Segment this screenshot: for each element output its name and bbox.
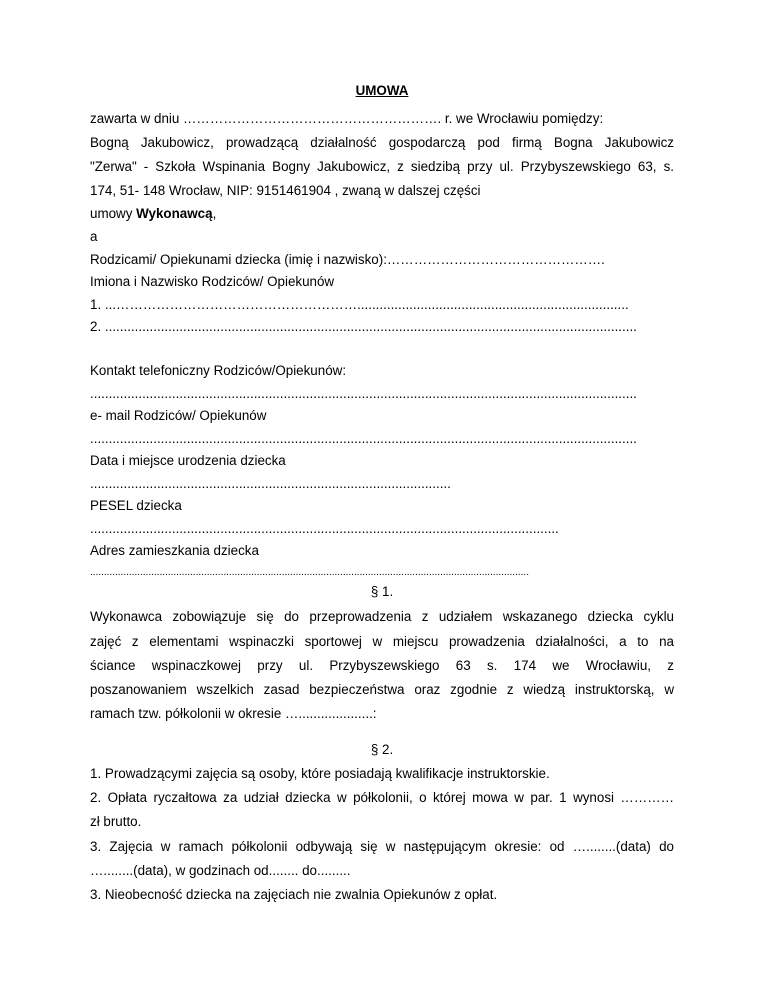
party1-line-a: Bogną Jakubowicz, prowadzącą działalność gospodarczą pod firmą Bogna Jakubowicz: [90, 135, 674, 150]
birth-field: .................................................................................................: [90, 476, 451, 491]
section-2-item-1: 1. Prowadzącymi zajęcia są osoby, które posiadają kwalifikacje instruktorskie.: [90, 766, 550, 781]
contractor-term: Wykonawcą: [136, 206, 213, 221]
section-1-line-3: ściance wspinaczkowej przy ul. Przybyszewskiego 63 s. 174 we Wrocławiu, z: [90, 658, 674, 673]
section-2-heading: § 2.: [370, 742, 394, 757]
party1-line-c: 174, 51- 148 Wrocław, NIP: 9151461904 , zwaną w dalszej części: [90, 183, 481, 198]
section-1-line-2: zajęć z elementami wspinaczki sportowej w miejscu prowadzenia działalności, a to na: [90, 634, 674, 649]
guardian-2-field: 2. ...............................................................................................................................................: [90, 319, 637, 334]
pesel-label: PESEL dziecka: [90, 498, 182, 513]
guardian-names-label: Imiona i Nazwisko Rodziców/ Opiekunów: [90, 274, 335, 289]
contract-date-line: zawarta w dniu …………………………………………………. r. we Wrocławiu pomiędzy:: [90, 111, 604, 126]
section-2-item-4: 3. Nieobecność dziecka na zajęciach nie zwalnia Opiekunów z opłat.: [90, 887, 498, 902]
pesel-field: ..............................................................................................................................: [90, 521, 559, 536]
section-2-item-2-b: zł brutto.: [90, 814, 142, 829]
guardian-1-field: 1. ...……………………………………………….........................................................................: [90, 297, 629, 312]
section-1-line-1: Wykonawca zobowiązuje się do przeprowadzenia z udziałem wskazanego dziecka cyklu: [90, 609, 674, 624]
email-label: e- mail Rodziców/ Opiekunów: [90, 408, 267, 423]
phone-contact-field: ...................................................................................................................................................: [90, 386, 637, 401]
address-label: Adres zamieszkania dziecka: [90, 543, 259, 558]
address-field: ..............................................................................................................................................................: [90, 567, 529, 578]
section-1-line-4: poszanowaniem wszelkich zasad bezpieczeństwa oraz zgodnie z wiedzą instruktorską, w: [90, 682, 674, 697]
party1-role-line: [90, 205, 674, 223]
conjunction-a: a: [90, 229, 98, 244]
email-field: ...................................................................................................................................................: [90, 431, 637, 446]
umowy-suffix: ,: [212, 206, 217, 221]
phone-contact-label: Kontakt telefoniczny Rodziców/Opiekunów:: [90, 363, 347, 378]
document-title: UMOWA: [355, 83, 409, 98]
parents-line: Rodzicami/ Opiekunami dziecka (imię i nazwisko):………………………………………….: [90, 252, 605, 267]
section-2-item-3-b: …........(data), w godzinach od........ do.........: [90, 863, 351, 878]
section-2-item-2-a: 2. Opłata ryczałtowa za udział dziecka w półkolonii, o której mowa w par. 1 wynosi …………: [90, 790, 674, 805]
section-1-line-5: ramach tzw. półkolonii w okresie …....................:: [90, 706, 377, 721]
section-1-heading: § 1.: [370, 584, 394, 599]
section-2-item-3-a: 3. Zajęcia w ramach półkolonii odbywają się w następującym okresie: od …........(data) do: [90, 839, 674, 854]
birth-label: Data i miejsce urodzenia dziecka: [90, 453, 286, 468]
umowy-prefix: umowy: [90, 206, 137, 221]
party1-line-b: "Zerwa" - Szkoła Wspinania Bogny Jakubowicz, z siedzibą przy ul. Przybyszewskiego 63, s.: [90, 159, 674, 174]
